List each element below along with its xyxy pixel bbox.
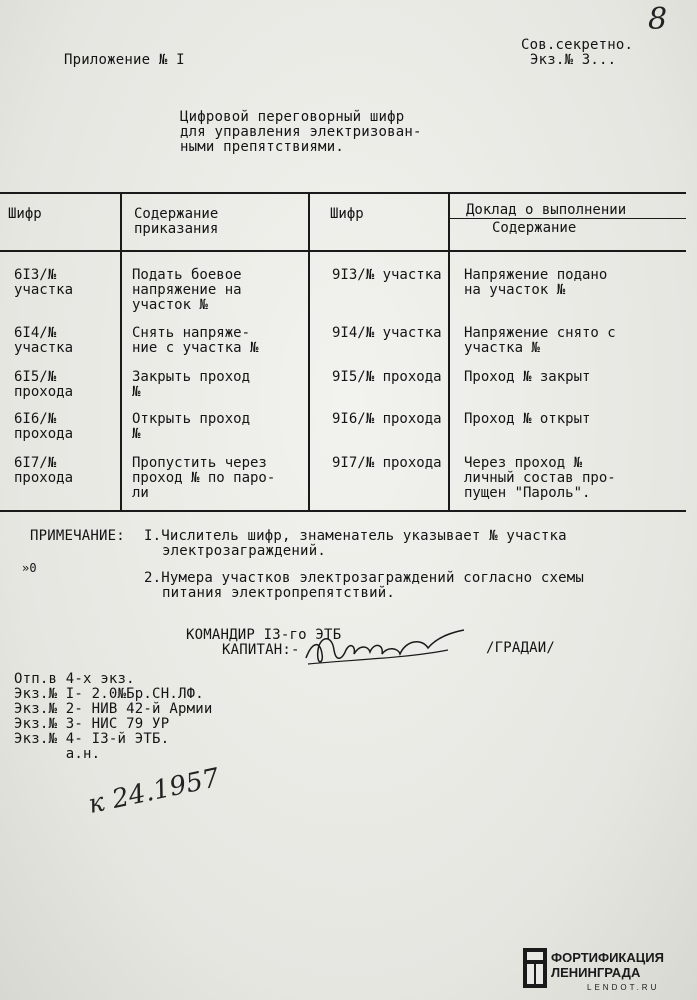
- note-1-line-1: I.Числитель шифр, знаменатель указывает № участка: [144, 528, 567, 544]
- copy-number: Экз.№ 3...: [530, 52, 617, 68]
- table-header-border: [0, 250, 686, 252]
- row-3-cipher-2: 9I5/№ прохода: [332, 369, 442, 385]
- title-line-3: ными препятствиями.: [180, 139, 344, 155]
- row-1-cipher-1: 6I3/№ участка: [14, 267, 74, 298]
- column-divider-1: [120, 193, 122, 511]
- note-2-line-2: питания электропрепятствий.: [162, 585, 395, 601]
- distribution-line-5: Экз.№ 4- I3-й ЭТБ.: [14, 731, 170, 747]
- margin-mark: »0: [22, 561, 37, 575]
- row-4-cipher-1: 6I6/№ прохода: [14, 411, 74, 442]
- column-divider-3: [448, 193, 450, 511]
- row-1-content-2: Напряжение подано на участок №: [464, 267, 608, 298]
- appendix-label: Приложение № I: [64, 52, 185, 68]
- distribution-line-4: Экз.№ 3- НИС 79 УР: [14, 716, 170, 732]
- row-2-cipher-1: 6I4/№ участка: [14, 325, 74, 356]
- row-4-content-1: Открыть проход №: [132, 411, 251, 442]
- row-3-cipher-1: 6I5/№ прохода: [14, 369, 74, 400]
- header-report: Доклад о выполнении: [466, 202, 627, 218]
- logo-line-1: ФОРТИФИКАЦИЯ: [551, 950, 664, 965]
- row-4-content-2: Проход № открыт: [464, 411, 591, 427]
- row-5-cipher-1: 6I7/№ прохода: [14, 455, 74, 486]
- row-2-content-2: Напряжение снято с участка №: [464, 325, 616, 356]
- title-line-1: Цифровой переговорный шифр: [180, 109, 405, 125]
- notes-label: ПРИМЕЧАНИЕ:: [30, 528, 125, 544]
- report-subheader-border: [450, 218, 686, 219]
- header-cipher-2: Шифр: [330, 206, 364, 222]
- row-4-cipher-2: 9I6/№ прохода: [332, 411, 442, 427]
- logo-line-2: ЛЕНИНГРАДА: [551, 965, 641, 980]
- page-number: 8: [648, 2, 668, 37]
- row-5-content-2: Через проход № личный состав про- пущен "Пароль".: [464, 455, 616, 501]
- handwritten-date: к 24.1957: [85, 762, 223, 820]
- note-2-line-1: 2.Нумера участков электрозаграждений согласно схемы: [144, 570, 585, 586]
- secrecy-stamp: Сов.секретно.: [521, 37, 634, 53]
- fortification-logo: [523, 946, 693, 994]
- table-top-border: [0, 192, 686, 194]
- row-5-content-1: Пропустить через проход № по паро- ли: [132, 455, 276, 501]
- distribution-line-1: Отп.в 4-х экз.: [14, 671, 135, 687]
- handwritten-signature: [298, 620, 468, 670]
- column-divider-2: [308, 193, 310, 511]
- table-bottom-border: [0, 510, 686, 512]
- row-3-content-1: Закрыть проход №: [132, 369, 251, 400]
- signature-commander: КОМАНДИР I3-го ЭТБ: [186, 627, 342, 643]
- signature-captain: КАПИТАН:-: [222, 642, 300, 658]
- header-cipher-1: Шифр: [8, 206, 42, 222]
- row-5-cipher-2: 9I7/№ прохода: [332, 455, 442, 471]
- row-1-content-1: Подать боевое напряжение на участок №: [132, 267, 242, 313]
- row-2-cipher-2: 9I4/№ участка: [332, 325, 442, 341]
- header-content-1: Содержание приказания: [134, 206, 219, 237]
- row-1-cipher-2: 9I3/№ участка: [332, 267, 442, 283]
- signature-name: /ГРАДАИ/: [486, 640, 556, 656]
- row-2-content-1: Снять напряже- ние с участка №: [132, 325, 259, 356]
- row-3-content-2: Проход № закрыт: [464, 369, 591, 385]
- distribution-line-6: а.н.: [14, 746, 101, 762]
- distribution-line-2: Экз.№ I- 2.0№Бр.СН.ЛФ.: [14, 686, 204, 702]
- title-line-2: для управления электризован-: [180, 124, 422, 140]
- logo-line-3: LENDOT.RU: [587, 983, 660, 992]
- note-1-line-2: электрозаграждений.: [162, 543, 326, 559]
- header-content-2: Содержание: [492, 220, 577, 236]
- distribution-line-3: Экз.№ 2- НИВ 42-й Армии: [14, 701, 213, 717]
